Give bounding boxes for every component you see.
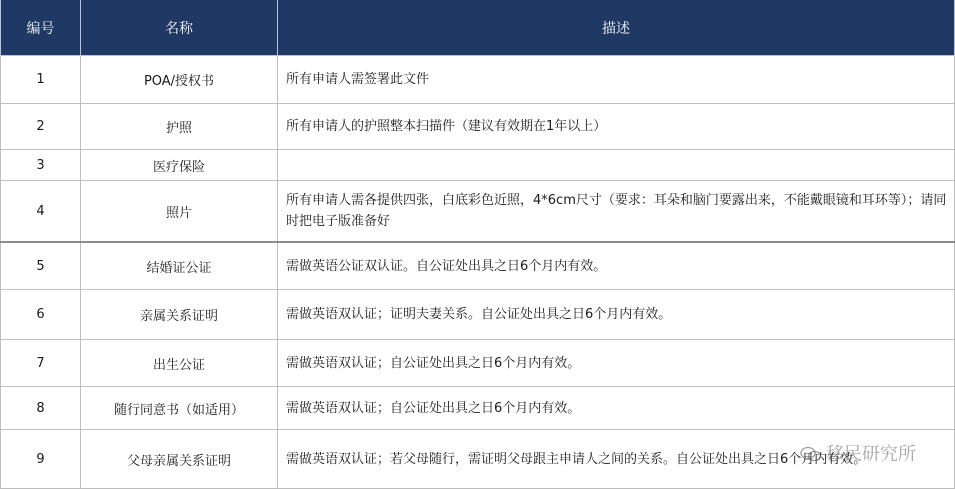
row-number: 9 — [1, 430, 81, 489]
row-description: 需做英语公证双认证。自公证处出具之日6个月内有效。 — [278, 242, 955, 290]
row-description: 所有申请人需签署此文件 — [278, 56, 955, 104]
table-row — [1, 150, 955, 181]
table-row — [1, 242, 955, 290]
row-name: 医疗保险 — [81, 150, 278, 181]
table-row — [1, 181, 955, 243]
row-name: 随行同意书（如适用） — [81, 387, 278, 430]
row-name: 父母亲属关系证明 — [81, 430, 278, 489]
row-name: 亲属关系证明 — [81, 290, 278, 340]
row-description — [278, 150, 955, 181]
row-description: 所有申请人需各提供四张，白底彩色近照，4*6cm尺寸（要求：耳朵和脑门要露出来，不能戴眼镜和耳环等）；请同时把电子版准备好 — [278, 181, 955, 243]
header-name: 名称 — [81, 0, 278, 56]
watermark-text: 移民研究所 — [826, 444, 916, 465]
row-number: 4 — [1, 181, 81, 243]
row-number: 2 — [1, 104, 81, 150]
row-name: 出生公证 — [81, 340, 278, 387]
row-name: POA/授权书 — [81, 56, 278, 104]
row-description: 所有申请人的护照整本扫描件（建议有效期在1年以上） — [278, 104, 955, 150]
row-number: 7 — [1, 340, 81, 387]
table-row — [1, 56, 955, 104]
row-number: 6 — [1, 290, 81, 340]
watermark — [800, 440, 916, 466]
row-description: 需做英语双认证；若父母随行，需证明父母跟主申请人之间的关系。自公证处出具之日6个月内有效。 — [278, 430, 955, 489]
row-name: 照片 — [81, 181, 278, 243]
row-description: 需做英语双认证；自公证处出具之日6个月内有效。 — [278, 340, 955, 387]
row-number: 5 — [1, 242, 81, 290]
table-row — [1, 340, 955, 387]
row-number: 8 — [1, 387, 81, 430]
row-name: 结婚证公证 — [81, 242, 278, 290]
header-number: 编号 — [1, 0, 81, 56]
row-description: 需做英语双认证；自公证处出具之日6个月内有效。 — [278, 387, 955, 430]
table-row — [1, 290, 955, 340]
table-header-row — [1, 0, 955, 56]
table-row — [1, 387, 955, 430]
table-row — [1, 104, 955, 150]
wechat-icon — [800, 446, 822, 462]
row-name: 护照 — [81, 104, 278, 150]
header-description: 描述 — [278, 0, 955, 56]
row-number: 1 — [1, 56, 81, 104]
row-number: 3 — [1, 150, 81, 181]
row-description: 需做英语双认证；证明夫妻关系。自公证处出具之日6个月内有效。 — [278, 290, 955, 340]
